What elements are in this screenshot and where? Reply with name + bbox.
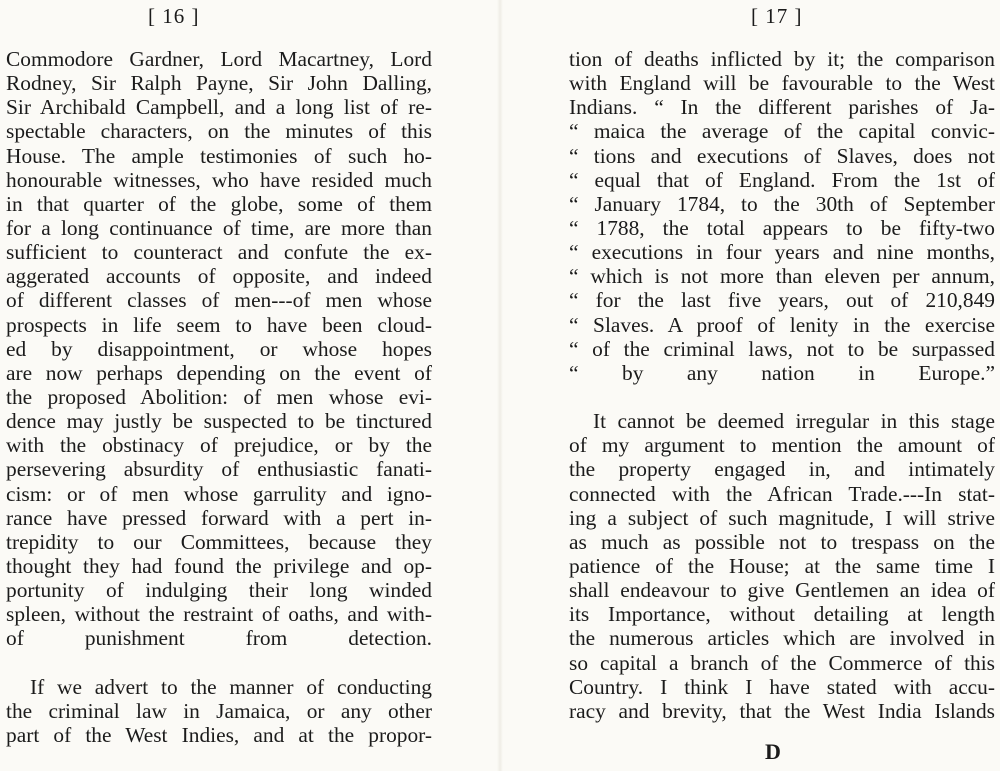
text-line: honourable witnesses, who have resided much <box>6 167 432 192</box>
text-line: Commodore Gardner, Lord Macartney, Lord <box>6 47 432 71</box>
text-line: Sir Archibald Campbell, and a long list of re- <box>6 95 432 120</box>
text-line: “ executions in four years and nine months, <box>569 240 995 265</box>
text-line: thought they had found the privilege and op- <box>6 553 432 578</box>
text-line: with England will be favourable to the West <box>569 71 995 96</box>
text-line: “ January 1784, to the 30th of September <box>569 191 995 216</box>
text-line: “ of the criminal laws, not to be surpassed <box>569 336 995 361</box>
text-line: the numerous articles which are involved in <box>569 626 995 651</box>
text-line: rance have pressed forward with a pert in- <box>6 505 432 530</box>
text-line: the proposed Abolition: of men whose evi- <box>6 384 432 409</box>
text-line: House. The ample testimonies of such ho- <box>6 143 432 168</box>
text-line: “ tions and executions of Slaves, does not <box>569 143 995 168</box>
text-line: It cannot be deemed irregular in this stage <box>593 409 995 434</box>
text-line: dence may justly be suspected to be tinctured <box>6 409 432 434</box>
signature-mark: D <box>765 739 781 764</box>
text-line: ing a subject of such magnitude, I will strive <box>569 505 995 530</box>
text-line: connected with the African Trade.---In stat- <box>569 481 995 506</box>
text-line: of my argument to mention the amount of <box>569 433 995 458</box>
left-page <box>6 0 432 771</box>
text-line: “ by any nation in Europe.” <box>569 360 995 385</box>
page-body <box>569 47 995 723</box>
text-line: of different classes of men---of men whose <box>6 288 432 313</box>
text-line: part of the West Indies, and at the propor- <box>6 722 432 747</box>
text-line: shall endeavour to give Gentlemen an idea of <box>569 578 995 603</box>
text-line: “ Slaves. A proof of lenity in the exercise <box>569 312 995 337</box>
text-line: persevering absurdity of enthusiastic fanati- <box>6 457 432 482</box>
text-line: cism: or of men whose garrulity and igno- <box>6 481 432 506</box>
text-line: ed by disappointment, or whose hopes <box>6 336 432 361</box>
text-line: Indians. “ In the different parishes of Ja- <box>569 95 995 120</box>
right-page <box>569 0 995 771</box>
text-line: portunity of indulging their long winded <box>6 578 432 603</box>
text-line: with the obstinacy of prejudice, or by the <box>6 433 432 458</box>
page-number: [ 17 ] <box>751 4 803 28</box>
page-body <box>6 47 432 747</box>
text-line: sufficient to counteract and confute the ex- <box>6 240 432 265</box>
text-line: so capital a branch of the Commerce of this <box>569 650 995 675</box>
text-line: If we advert to the manner of conducting <box>30 674 432 699</box>
book-gutter <box>497 0 503 771</box>
text-line: patience of the House; at the same time I <box>569 553 995 578</box>
text-line: aggerated accounts of opposite, and indeed <box>6 264 432 289</box>
text-line: “ which is not more than eleven per annum, <box>569 264 995 289</box>
text-line: are now perhaps depending on the event of <box>6 360 432 385</box>
text-line: as much as possible not to trespass on the <box>569 529 995 554</box>
text-line: “ 1788, the total appears to be fifty-two <box>569 215 995 240</box>
paragraph-gap <box>569 385 995 409</box>
text-line: for a long continuance of time, are more than <box>6 215 432 240</box>
text-line: its Importance, without detailing at length <box>569 602 995 627</box>
text-line: the property engaged in, and intimately <box>569 457 995 482</box>
text-line: “ for the last five years, out of 210,849 <box>569 288 995 313</box>
text-line: prospects in life seem to have been cloud- <box>6 312 432 337</box>
text-line: trepidity to our Committees, because they <box>6 529 432 554</box>
text-line: spectable characters, on the minutes of this <box>6 119 432 144</box>
text-line: racy and brevity, that the West India Islands <box>569 698 995 723</box>
text-line: tion of deaths inflicted by it; the comparison <box>569 47 995 71</box>
page-number: [ 16 ] <box>148 4 200 28</box>
text-line: “ maica the average of the capital convic- <box>569 119 995 144</box>
paragraph-gap <box>6 651 432 675</box>
text-line: of punishment from detection. <box>6 626 432 651</box>
text-line: spleen, without the restraint of oaths, and with- <box>6 602 432 627</box>
text-line: Country. I think I have stated with accu- <box>569 674 995 699</box>
text-line: in that quarter of the globe, some of them <box>6 191 432 216</box>
text-line: Rodney, Sir Ralph Payne, Sir John Dalling, <box>6 71 432 96</box>
text-line: the criminal law in Jamaica, or any other <box>6 698 432 723</box>
text-line: “ equal that of England. From the 1st of <box>569 167 995 192</box>
